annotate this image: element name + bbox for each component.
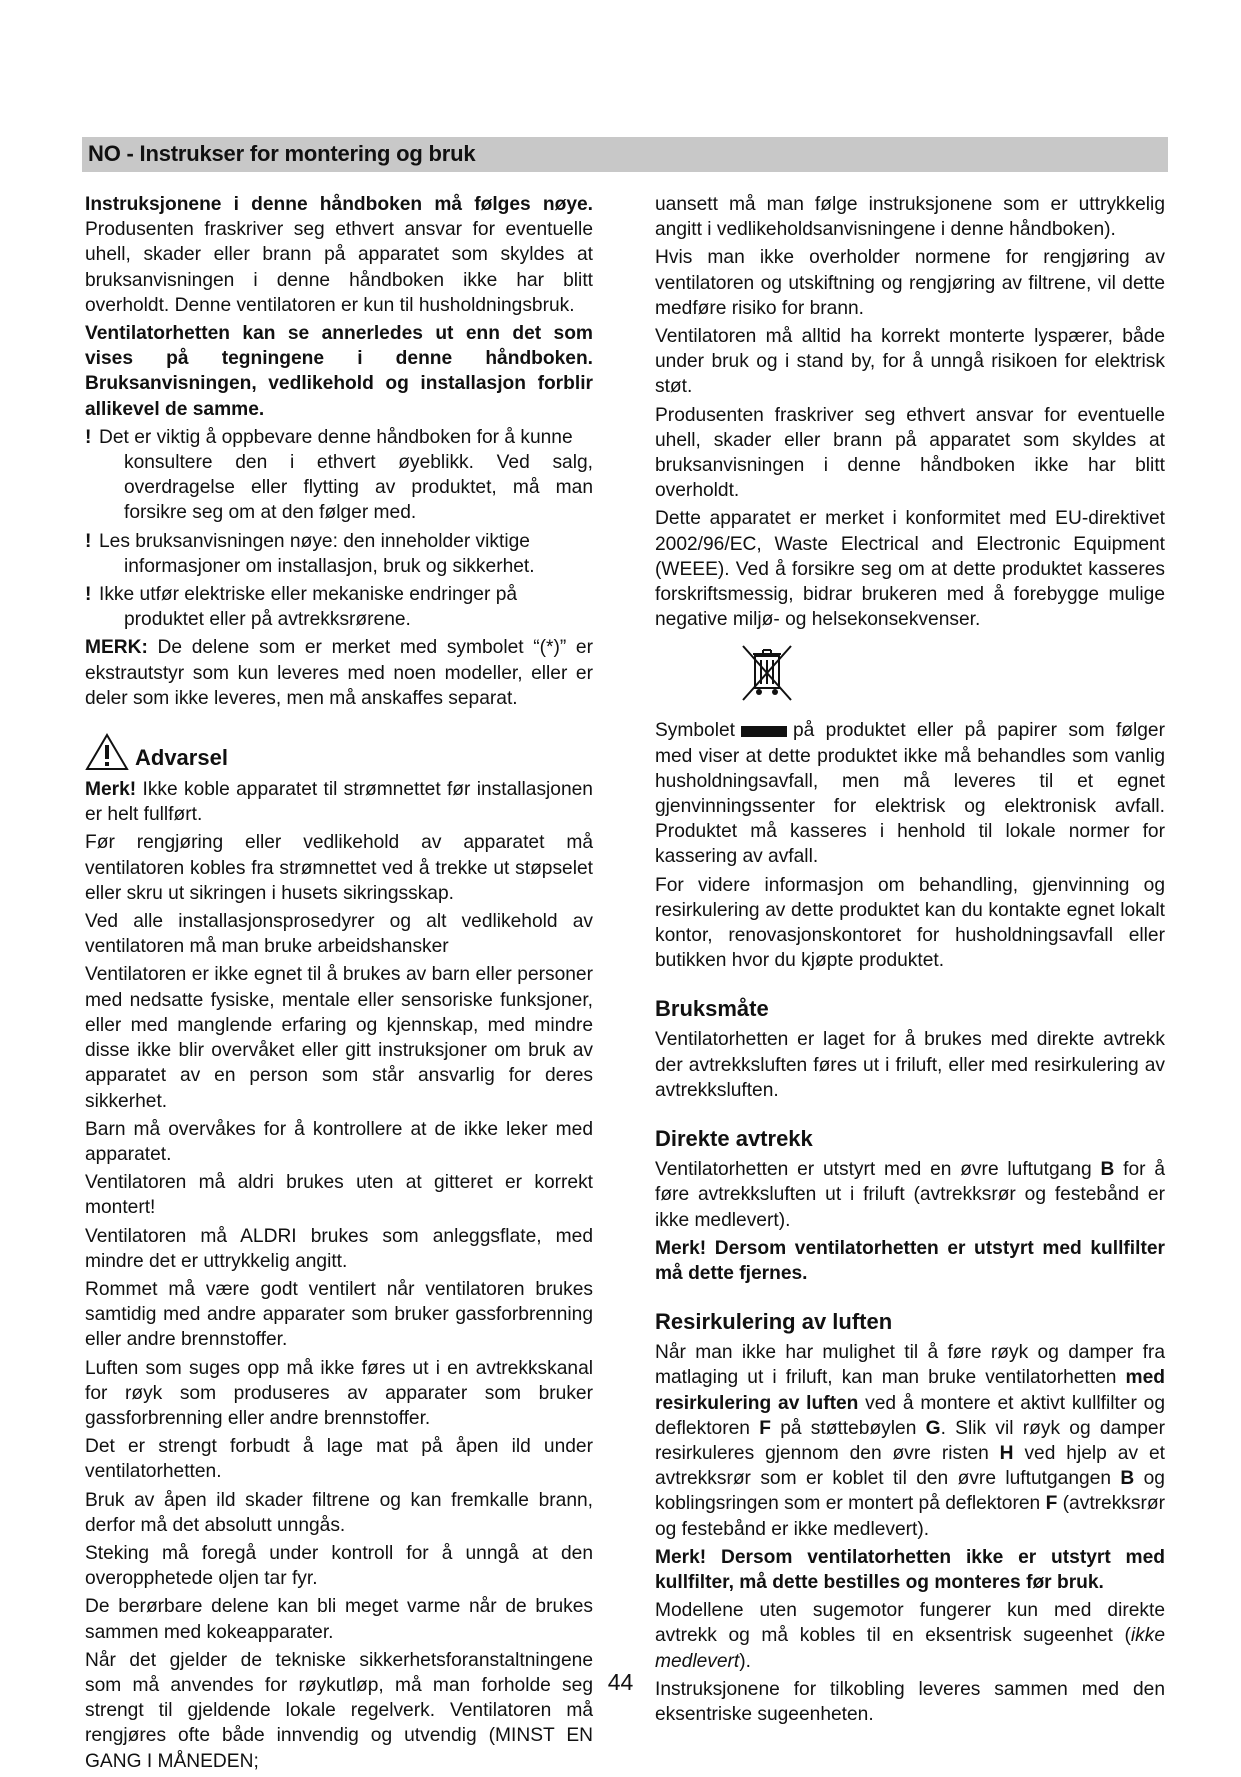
body-paragraph: Før rengjøring eller vedlikehold av apparatet må ventilatoren kobles fra strømnettet ved å trekke ut støpselet eller skru ut sikringen i husets sikringsskap. — [85, 832, 593, 904]
section-title: NO - Instrukser for montering og bruk — [88, 141, 476, 166]
body-paragraph: Rommet må være godt ventilert når ventilatoren brukes samtidig med andre apparater som bruker gassforbrenning eller andre brennstoffer. — [85, 1278, 593, 1351]
intro-text: Produsenten fraskriver seg ethvert ansvar for eventuelle uhell, skader eller brann på apparatet som skyldes at bruksanvisningen i denne håndboken ikke har blitt overholdt. Denne ventilatoren er kun til husholdningsbruk. — [85, 219, 593, 316]
body-paragraph: Ventilatoren må ALDRI brukes som anleggsflate, med mindre det er uttrykkelig angitt. — [85, 1225, 593, 1272]
intro-paragraph — [85, 192, 593, 318]
body-paragraph: Barn må overvåkes for å kontrollere at de ikke leker med apparatet. — [85, 1118, 593, 1165]
resirk-paragraph — [655, 1340, 1165, 1542]
direkte-text: for å føre avtrekksluften ut i friluft (avtrekksrør og festebånd er ikke medlevert). — [655, 1159, 1165, 1231]
exclamation-icon: ! — [85, 530, 92, 552]
body-paragraph: Bruk av åpen ild skader filtrene og kan fremkalle brann, derfor må det absolutt unngås. — [85, 1489, 593, 1536]
page-number: 44 — [607, 1669, 634, 1695]
weee-symbol-paragraph — [655, 718, 1165, 869]
body-paragraph: Instruksjonene for tilkobling leveres sammen med den eksentriske sugeenheten. — [655, 1678, 1165, 1725]
resirk-text: på støttebøylen — [780, 1417, 917, 1439]
warning-merk-paragraph — [85, 777, 593, 827]
merk-label: MERK: — [85, 637, 148, 659]
symbol-text: på produktet eller på papirer som følger med viser at dette produktet ikke må behandles som vanlig husholdningsavfall, men må leveres til et egnet gjenvinningssenter for elektrisk og elektronisk avfall. Produktet må kasseres i henhold til lokale normer for kassering av avfall. — [655, 720, 1165, 868]
warning-merk-label: Merk! — [85, 779, 137, 801]
merk-text: De delene som er merket med symbolet “(*)” er ekstrautstyr som kun leveres med noen modeller, eller er deler som ikke leveres, men må anskaffes separat. — [85, 637, 593, 709]
warning-title: Advarsel — [135, 745, 228, 771]
body-paragraph: Luften som suges opp må ikke føres ut i en avtrekkskanal for røyk som produseres av apparater som bruker gassforbrenning eller andre brennstoffer. — [85, 1357, 593, 1429]
body-paragraph: Ventilatoren må alltid ha korrekt monterte lyspærer, både under bruk og i stand by, for å unngå risikoen for elektrisk støt. — [655, 326, 1165, 398]
resirk-text: og koblingsringen som er montert på deflektoren — [655, 1468, 1165, 1515]
modeller-paragraph — [655, 1598, 1165, 1674]
section-heading-bruksmate: Bruksmåte — [655, 996, 769, 1022]
direkte-text: Ventilatorhetten er utstyrt med en øvre luftutgang — [655, 1159, 1092, 1181]
body-paragraph: Ventilatorhetten er laget for å brukes med direkte avtrekk der avtrekksluften føres ut i friluft, eller med resirkulering av avtrekksluften. — [655, 1029, 1165, 1101]
important-item-text-cont: informasjoner om installasjon, bruk og sikkerhet. — [124, 555, 535, 577]
body-paragraph: Når det gjelder de tekniske sikkerhetsforanstaltningene som må anvendes for røykutløp, må man forholde seg strengt til gjeldende lokale regelverk. Ventilatoren må rengjøres ofte både innvendig og utvendig (MINST EN GANG I MÅNEDEN; — [85, 1649, 593, 1772]
section-heading-resirkulering: Resirkulering av luften — [655, 1309, 893, 1335]
important-item-text: Ikke utfør elektriske eller mekaniske endringer på — [99, 584, 518, 606]
important-item — [85, 582, 593, 632]
left-column — [85, 192, 593, 1777]
body-paragraph: Ventilatoren er ikke egnet til å brukes av barn eller personer med nedsatte fysiske, mentale eller sensoriske funksjoner, eller med manglende erfaring og kjennskap, med mindre disse ikke blir overvåket eller gitt instruksjoner om bruk av apparatet av en person som står ansvarlig for deres sikkerhet. — [85, 964, 593, 1112]
body-paragraph: Produsenten fraskriver seg ethvert ansvar for eventuelle uhell, skader eller brann på apparatet som skyldes at bruksanvisningen i denne håndboken ikke har blitt overholdt. — [655, 404, 1165, 502]
warning-triangle-icon — [85, 733, 129, 771]
body-paragraph: Ved alle installasjonsprosedyrer og alt vedlikehold av ventilatoren må man bruke arbeidshansker — [85, 911, 593, 958]
important-item — [85, 425, 593, 526]
exclamation-icon: ! — [85, 426, 92, 448]
body-paragraph: Hvis man ikke overholder normene for rengjøring av ventilatoren og utskiftning og rengjøring av filtrene, vil dette medføre risiko for brann. — [655, 247, 1165, 319]
important-item-text: Les bruksanvisningen nøye: den inneholder viktige — [99, 530, 530, 552]
modeller-text: ). — [739, 1650, 751, 1672]
important-item-text: Det er viktig å oppbevare denne håndboken for å kunne — [99, 426, 573, 448]
body-paragraph: Ventilatoren må aldri brukes uten at gitteret er korrekt montert! — [85, 1172, 593, 1219]
resirk-bold: med resirkulering av luften — [655, 1367, 1165, 1414]
important-item-text-cont: produktet eller på avtrekksrørene. — [124, 609, 411, 631]
important-item-text-cont: konsultere den i ethvert øyeblikk. Ved salg, overdragelse eller flytting av produktet, må man forsikre seg om at den følger med. — [124, 452, 593, 524]
section-heading-direkte: Direkte avtrekk — [655, 1126, 813, 1152]
resirk-merk: Merk! Dersom ventilatorhetten ikke er utstyrt med kullfilter, må dette bestilles og monteres før bruk. — [655, 1546, 1165, 1593]
direkte-paragraph — [655, 1157, 1165, 1233]
merk-paragraph — [85, 635, 593, 711]
body-paragraph: Steking må foregå under kontroll for å unngå at den overopphetede oljen tar fyr. — [85, 1542, 593, 1590]
intro-bold: Instruksjonene i denne håndboken må følges nøye. — [85, 194, 593, 215]
part-label-f: F — [1045, 1493, 1058, 1515]
resirk-text: . Slik vil røyk og damper resirkuleres gjennom den øvre risten — [655, 1417, 1165, 1464]
black-bar-symbol — [741, 726, 787, 737]
crossed-out-bin-icon — [737, 642, 797, 704]
modeller-text: Modellene uten sugemotor fungerer kun med direkte avtrekk og må kobles til en eksentrisk sugeenhet ( — [655, 1600, 1165, 1647]
body-paragraph: Det er strengt forbudt å lage mat på åpen ild under ventilatorhetten. — [85, 1436, 593, 1483]
part-label-f: F — [759, 1417, 771, 1439]
exclamation-icon: ! — [85, 584, 92, 606]
symbol-word: Symbolet — [655, 720, 735, 742]
body-paragraph: Dette apparatet er merket i konformitet med EU-direktivet 2002/96/EC, Waste Electrical and Electronic Equipment (WEEE). Ved å forsikre seg om at dette produktet kasseres forskriftsmessig, bidrar brukeren med å forebygge mulige negative miljø- og helsekonsekvenser. — [655, 508, 1165, 631]
drawing-note: Ventilatorhetten kan se annerledes ut enn det som vises på tegningene i denne håndboken. Bruksanvisningen, vedlikehold og installasjon forblir allikevel de samme. — [85, 323, 593, 420]
modeller-italic: ikke medlevert — [655, 1625, 1165, 1672]
important-item — [85, 529, 593, 579]
section-header-bar — [82, 137, 1168, 172]
direkte-merk: Merk! Dersom ventilatorhetten er utstyrt med kullfilter må dette fjernes. — [655, 1237, 1165, 1284]
part-label-b: B — [1100, 1159, 1115, 1181]
warning-merk-text: Ikke koble apparatet til strømnettet før installasjonen er helt fullført. — [85, 779, 593, 826]
body-paragraph: uansett må man følge instruksjonene som er uttrykkelig angitt i vedlikeholdsanvisningene i denne håndboken). — [655, 194, 1165, 241]
part-label-g: G — [925, 1417, 941, 1439]
body-paragraph: For videre informasjon om behandling, gjenvinning og resirkulering av dette produktet kan du kontakte egnet lokalt kontor, renovasjonskontoret for husholdningsavfall eller butikken hvor du kjøpte produktet. — [655, 874, 1165, 972]
resirk-text: ved å montere et aktivt kullfilter og deflektoren — [655, 1392, 1165, 1439]
resirk-text: Når man ikke har mulighet til å føre røyk og damper fra matlaging ut i friluft, kan man bruke ventilatorhetten — [655, 1342, 1165, 1389]
resirk-text: ved hjelp av et avtrekksrør som er koblet til den øvre luftutgangen — [655, 1442, 1165, 1490]
part-label-b: B — [1120, 1468, 1135, 1490]
resirk-text: (avtrekksrør og festebånd er ikke medlevert). — [655, 1493, 1165, 1540]
part-label-h: H — [999, 1442, 1014, 1464]
right-column — [655, 192, 1165, 1730]
body-paragraph: De berørbare delene kan bli meget varme når de brukes sammen med kokeapparater. — [85, 1596, 593, 1643]
warning-heading — [85, 733, 593, 771]
